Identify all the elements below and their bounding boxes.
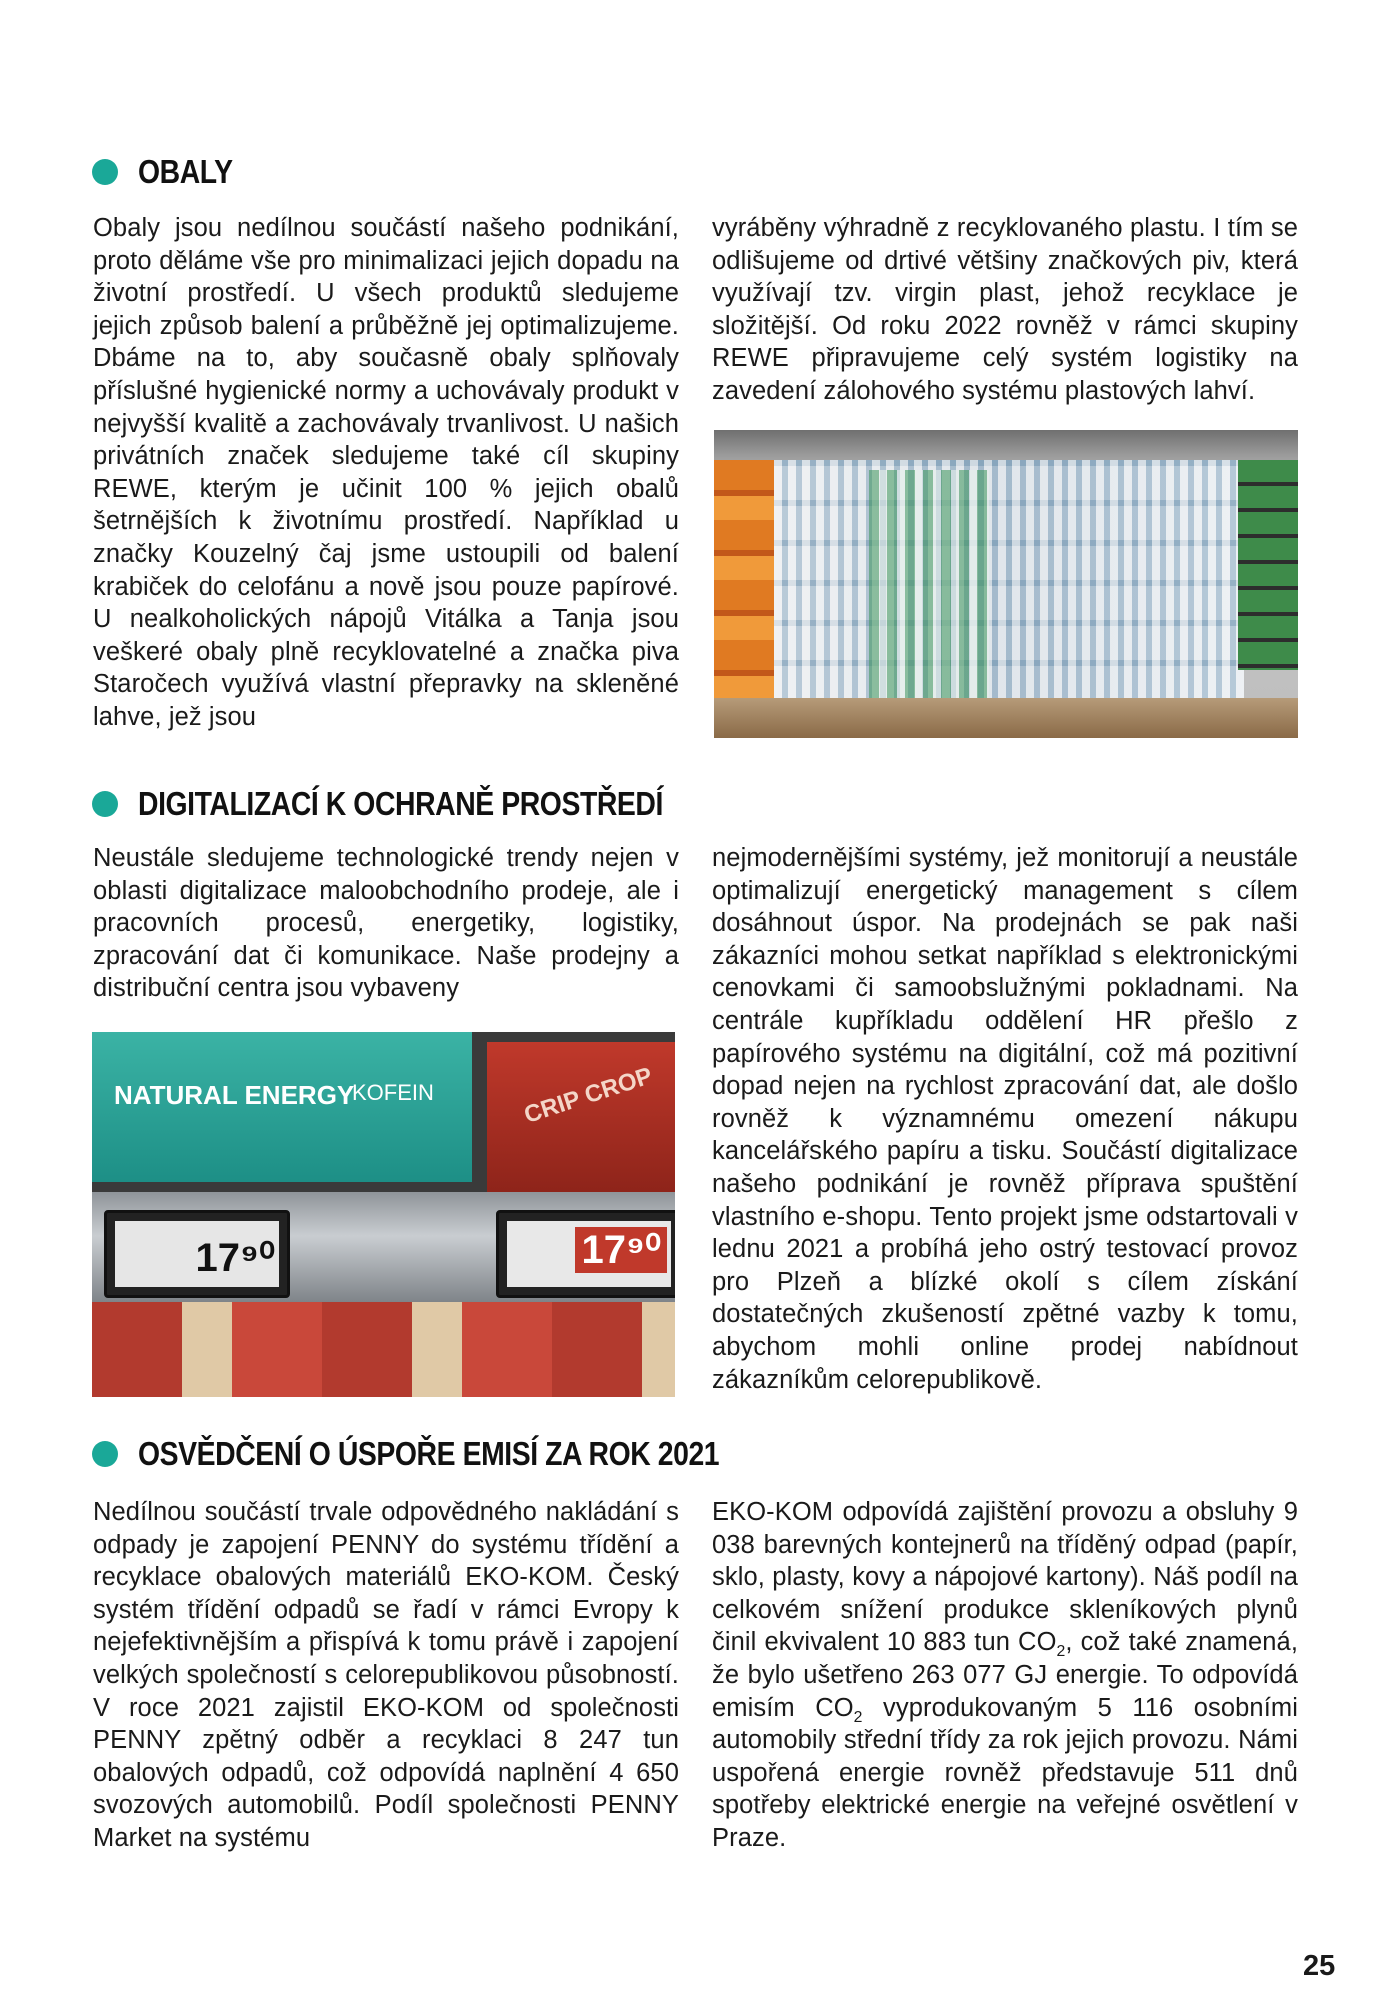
text-run: EKO-KOM odpovídá zajištění provozu a obsluhy 9 038 barevných kontejnerů na tříděný odpad (papír, sklo, plasty, kovy a nápojové kartony). Náš podíl na celkovém snížení produkce skleníkových plynů činil ekvivalent 10 883 tun CO xyxy=(712,1498,1298,1657)
product-crop-text: CRIP CROP xyxy=(520,1062,656,1129)
digitalizace-left-column xyxy=(93,842,679,1005)
electronic-price-tag xyxy=(104,1210,290,1298)
paragraph xyxy=(712,1496,1298,1855)
photo-electronic-price-tags xyxy=(92,1032,675,1397)
osvedceni-left-column xyxy=(93,1496,679,1855)
paragraph: Nedílnou součástí trvale odpovědného nakládání s odpady je zapojení PENNY do systému třídění a recyklace obalových materiálů EKO-KOM. Český systém třídění odpadů se řadí v rámci Evropy k nejefektivnějším a přispívá k tomu právě i zapojení velkých společností s celorepublikovou působností. V roce 2021 zajistil EKO-KOM od společnosti PENNY zpětný odběr a recyklaci 8 247 tun obalových odpadů, což odpovídá naplnění 4 650 svozových automobilů. Podíl společnosti PENNY Market na systému xyxy=(93,1498,679,1852)
price-label: 17⁹⁰ xyxy=(575,1227,667,1273)
section-heading-obaly xyxy=(92,153,248,191)
section-heading-digitalizace xyxy=(92,785,748,823)
product-kofein-text: KOFEIN xyxy=(352,1080,434,1105)
price-label: 17⁹⁰ xyxy=(195,1236,275,1280)
bullet-icon xyxy=(92,791,118,817)
bullet-icon xyxy=(92,159,118,185)
section-title: OBALY xyxy=(138,153,233,190)
obaly-right-column xyxy=(712,212,1298,408)
text-run: , což také znamená, že bylo ušetřeno 263 077 GJ energie. To odpovídá emisím CO xyxy=(712,1628,1299,1722)
paragraph: Neustále sledujeme technologické trendy nejen v oblasti digitalizace maloobchodního prodeje, ale i pracovních procesů, energetiky, logistiky, zpracování dat či komunikace. Naše prodejny a distribuční centra jsou vybaveny xyxy=(93,844,679,1003)
electronic-price-tag xyxy=(496,1210,675,1298)
product-brand-text: NATURAL ENERGY xyxy=(114,1080,355,1110)
section-title: DIGITALIZACÍ K OCHRANĚ PROSTŘEDÍ xyxy=(138,785,663,822)
obaly-left-column xyxy=(93,212,679,734)
subscript: 2 xyxy=(1056,1643,1066,1661)
subscript: 2 xyxy=(853,1708,863,1726)
photo-bottle-pallets xyxy=(714,430,1298,738)
bullet-icon xyxy=(92,1441,118,1467)
text-run: vyprodukovaným 5 116 osobními automobily střední třídy za rok jejich provozu. Námi uspořená energie rovněž představuje 511 dnů spotřeby elektrické energie na veřejné osvětlení v Praze. xyxy=(712,1693,1298,1852)
section-title: OSVĚDČENÍ O ÚSPOŘE EMISÍ ZA ROK 2021 xyxy=(138,1435,720,1472)
paragraph: vyráběny výhradně z recyklovaného plastu. I tím se odlišujeme od drtivé většiny značkových piv, která využívají tzv. virgin plast, jehož recyklace je složitější. Od roku 2022 rovněž v rámci skupiny REWE připravujeme celý systém logistiky na zavedení zálohového systému plastových lahví. xyxy=(712,214,1298,405)
paragraph: Obaly jsou nedílnou součástí našeho podnikání, proto děláme vše pro minimalizaci jejich dopadu na životní prostředí. U všech produktů sledujeme jejich způsob balení a průběžně jej optimalizujeme. Dbáme na to, aby současně obaly splňovaly příslušné hygienické normy a uchovávaly produkt v nejvyšší kvalitě a zachovávaly trvanlivost. U našich privátních značek sledujeme také cíl skupiny REWE, kterým je učinit 100 % jejich obalů šetrnějších k životnímu prostředí. Například u značky Kouzelný čaj jsme ustoupili od balení krabiček do celofánu a nově jsou pouze papírové. U nealkoholických nápojů Vitálka a Tanja jsou veškeré obaly plně recyklovatelné a značka piva Staročech využívá vlastní přepravky na skleněné lahve, jež jsou xyxy=(93,214,679,731)
page-number: 25 xyxy=(1303,1950,1336,1982)
digitalizace-right-column xyxy=(712,842,1298,1396)
paragraph: nejmodernějšími systémy, jež monitorují a neustále optimalizují energetický management s cílem dosáhnout úspor. Na prodejnách se pak naši zákazníci mohou setkat například s elektronickými cenovkami či samoobslužnými pokladnami. Na centrále kupříkladu oddělení HR přešlo z papírového systému na digitální, což má pozitivní dopad nejen na rychlost zpracování dat, ale došlo rovněž k významnému omezení nákupu kancelářského papíru a tisku. Součástí digitalizace našeho podnikání je rovněž příprava spuštění vlastního e-shopu. Tento projekt jsme odstartovali v lednu 2021 a probíhá jeho ostrý testovací provoz pro Plzeň a blízké okolí s cílem získání dostatečných zkušeností zpětné vazby k tomu, abychom mohli online prodej nabídnout zákazníkům celorepublikově. xyxy=(712,844,1298,1394)
osvedceni-right-column xyxy=(712,1496,1298,1855)
section-heading-osvedceni xyxy=(92,1435,814,1473)
